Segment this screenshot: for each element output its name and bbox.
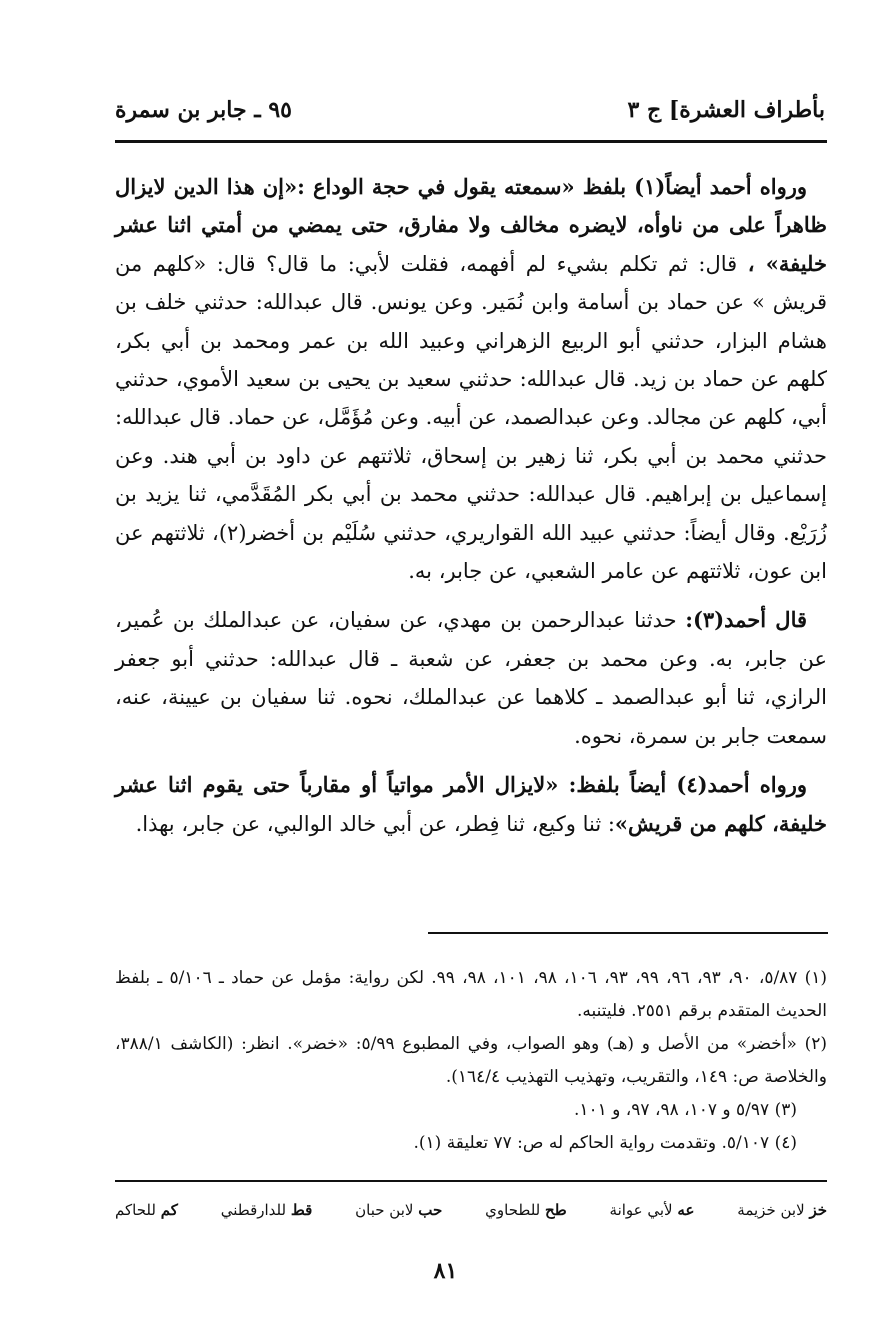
abbreviation-name: للدارقطني	[220, 1201, 287, 1219]
footnote-1: (١) ٥/٨٧، ٩٠، ٩٣، ٩٦، ٩٩، ٩٣، ١٠٦، ٩٨، ١٠١، ٩٨، ٩٩. لكن رواية: مؤمل عن حماد ـ ٥/١٠٦ ـ بلفظ الحديث المتقدم برقم ٢٥٥١. فليتنبه.	[115, 968, 828, 1021]
running-header	[115, 92, 825, 128]
abbreviation-code: خز	[809, 1201, 827, 1219]
page-number: ٨١	[433, 1258, 458, 1284]
footnote-divider	[428, 932, 828, 934]
paragraph-1	[115, 168, 827, 590]
footnote-3: (٣) ٥/٩٧ و ١٠٧، ٩٨، ٩٧، و ١٠١.	[573, 1100, 797, 1120]
paragraph-1-rest: قال: ثم تكلم بشيء لم أفهمه، فقلت لأبي: ما قال؟ قال: «كلهم من قريش » عن حماد بن أسامة وابن نُمَير. وعن يونس. قال عبدالله: حدثني خلف بن هشام البزار، حدثني أبو الربيع الزهراني وعبيد الله بن عمر ومحمد بن أبي بكر، كلهم عن حماد بن زيد. قال عبدالله: حدثني سعيد بن يحيى بن سعيد الأموي، حدثني أبي، كلهم عن مجالد. وعن عبدالصمد، عن أبيه. وعن مُؤَمَّل، عن حماد. قال عبدالله: حدثني محمد بن أبي بكر، ثنا زهير بن إسحاق، ثلاثتهم عن داود بن أبي هند. وعن إسماعيل بن إبراهيم. قال عبدالله: حدثني محمد بن أبي بكر المُقَدَّمي، ثنا يزيد بن زُرَيْع. وقال أيضاً: حدثني عبيد الله القواريري، حدثني سُلَيْم بن أخضر(٢)، ثلاثتهم عن ابن عون، ثلاثتهم عن عامر الشعبي، عن جابر، به.	[115, 251, 827, 584]
abbreviation-item	[115, 1198, 178, 1222]
paragraph-3-intro: ورواه أحمد(٤) أيضاً بلفظ:	[568, 772, 807, 798]
footnote-2: (٢) «أخضر» من الأصل و (هـ) وهو الصواب، وفي المطبوع ٥/٩٩: «خضر». انظر: (الكاشف ٣٨٨/١، والخلاصة ص: ١٤٩، والتقريب، وتهذيب التهذيب ١٦٤/٤).	[115, 1034, 827, 1087]
paragraph-1-intro: ورواه أحمد أيضاً(١) بلفظ «سمعته يقول في حجة الوداع :	[297, 174, 807, 199]
abbreviation-name: للحاكم	[115, 1201, 156, 1219]
paragraph-2-rest: حدثنا عبدالرحمن بن مهدي، عن سفيان، عن عبدالملك بن عُمير، عن جابر، به. وعن محمد بن جعفر، عن شعبة ـ قال عبدالله: حدثني أبو جعفر الرازي، ثنا أبو عبدالصمد ـ كلاهما عن عبدالملك، نحوه. ثنا سفيان بن عيينة، عنه، سمعت جابر بن سمرة، نحوه.	[115, 608, 827, 748]
header-section-title: ٩٥ ـ جابر بن سمرة	[115, 97, 292, 123]
abbreviation-code: حب	[418, 1201, 443, 1219]
abbreviation-item	[221, 1198, 313, 1222]
abbreviation-key	[115, 1198, 827, 1222]
footnotes	[115, 962, 827, 1160]
paragraph-3	[115, 766, 827, 843]
header-book-title: بأطراف العشرة] ج ٣	[627, 97, 825, 123]
abbreviation-name: لابن خزيمة	[737, 1201, 805, 1219]
abbreviation-code: طح	[545, 1201, 567, 1219]
abbreviation-code: قط	[290, 1201, 313, 1219]
abbreviation-item	[610, 1198, 695, 1222]
paragraph-3-rest: : ثنا وكيع، ثنا فِطر، عن أبي خالد الوالبي، عن جابر، بهذا.	[135, 811, 615, 836]
paragraph-3-quote: «لايزال الأمر مواتياً أو مقارباً حتى يقوم اثنا عشر خليفة، كلهم من قريش»	[115, 772, 827, 836]
abbreviation-code: عه	[677, 1201, 695, 1219]
footnote-4: (٤) ٥/١٠٧. وتقدمت رواية الحاكم له ص: ٧٧ تعليقة (١).	[413, 1133, 797, 1153]
abbreviation-name: لابن حبان	[355, 1201, 414, 1219]
paragraph-2	[115, 601, 827, 755]
abbreviation-item	[355, 1198, 442, 1222]
abbreviation-item	[485, 1198, 566, 1222]
header-divider	[115, 140, 827, 143]
main-text	[115, 168, 827, 854]
abbreviation-item	[737, 1198, 827, 1222]
abbreviation-name: للطحاوي	[485, 1201, 541, 1219]
paragraph-2-intro: قال أحمد(٣):	[685, 607, 807, 633]
paragraph-1-quote: «إن هذا الدين لايزال ظاهراً على من ناوأه، لايضره مخالف ولا مفارق، حتى يمضي من أمتي اثنا عشر خليفة» ،	[115, 174, 827, 276]
abbreviation-divider	[115, 1180, 827, 1182]
abbreviation-name: لأبي عوانة	[609, 1201, 673, 1219]
abbreviation-code: كم	[160, 1201, 178, 1219]
